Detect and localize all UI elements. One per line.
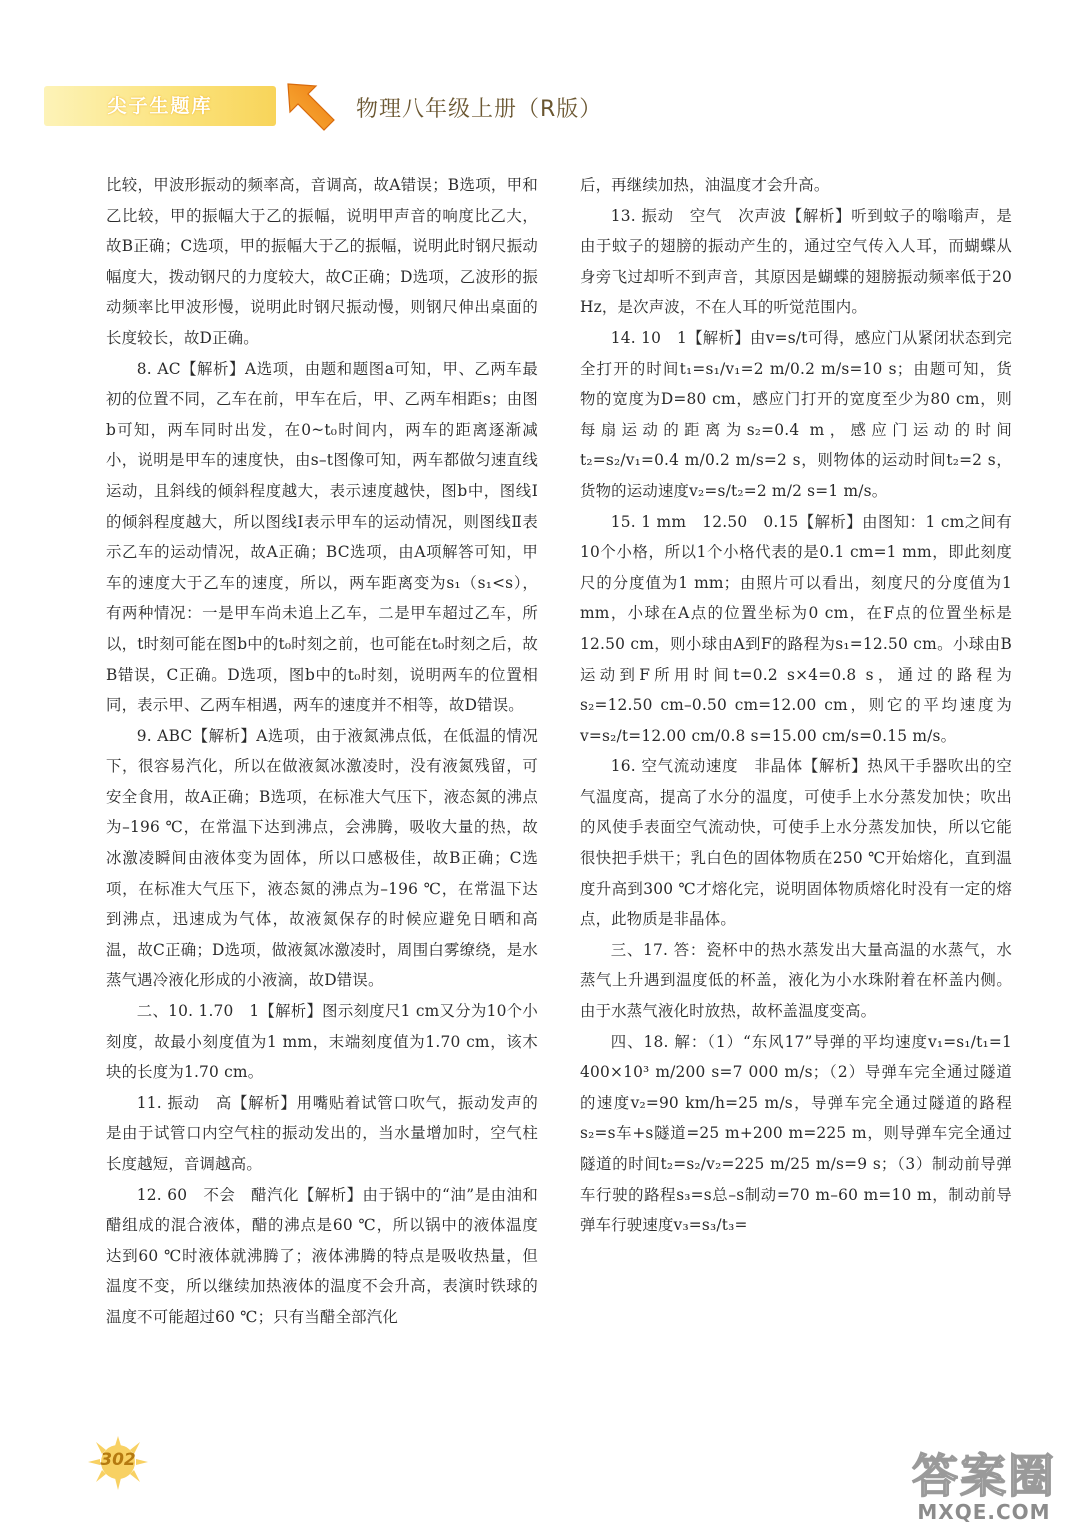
answer-paragraph: 9. ABC【解析】A选项，由于液氮沸点低，在低温的情况下，很容易汽化，所以在做液氮冰激凌时，没有液氮残留，可安全食用，故A正确；B选项，在标准大气压下，液态氮的沸点为–196 ℃，在常温下达到沸点，会沸腾，吸收大量的热，故冰激凌瞬间由液体变为固体，所以口感极佳，故B正确；C选项，在标准大气压下，液态氮的沸点为–196 ℃，在常温下达到沸点，迅速成为气体，故液氮保存的时候应避免日晒和高温，故C正确；D选项，做液氮冰激凌时，周围白雾缭绕，是水蒸气遇冷液化形成的小液滴，故D错误。 xyxy=(106,726,538,990)
book-title: 物理八年级上册（R版） xyxy=(356,97,603,122)
answer-paragraph: 四、18. 解：（1）“东风17”导弹的平均速度v₁=s₁/t₁=1 400×10³ m/200 s=7 000 m/s；（2）导弹车完全通过隧道的速度v₂=90 km/h=25 m/s，导弹车完全通过隧道的路程s₂=s车+s隧道=25 m+200 m=225 m，则导弹车完全通过隧道的时间t₂=s₂/v₂=225 m/25 m/s=9 s；（3）制动前导弹车行驶的路程s₃=s总–s制动=70 m–60 m=10 m，制动前导弹车行驶速度v₃=s₃/t₃= xyxy=(580,1032,1012,1235)
arrow-icon xyxy=(282,78,340,136)
watermark-logo: 答案圈 xyxy=(912,1449,1056,1503)
right-column xyxy=(580,170,1012,1241)
answer-paragraph: 后，再继续加热，油温度才会升高。 xyxy=(580,176,830,194)
answer-paragraph: 16. 空气流动速度 非晶体【解析】热风干手器吹出的空气温度高，提高了水分的温度，可使手上水分蒸发加快；吹出的风使手表面空气流动快，可使手上水分蒸发加快，所以它能很快把手烘干；乳白色的固体物质在250 ℃开始熔化，直到温度升高到300 ℃才熔化完，说明固体物质熔化时没有一定的熔点，此物质是非晶体。 xyxy=(580,757,1012,929)
answer-paragraph: 14. 10 1【解析】由v=s/t可得，感应门从紧闭状态到完全打开的时间t₁=s₁/v₁=2 m/0.2 m/s=10 s；由题可知，货物的宽度为D=80 cm，感应门打开的宽度至少为80 cm，则每扇运动的距离为s₂=0.4 m，感应门运动的时间t₂=s₂/v₁=0.4 m/0.2 m/s=2 s，则物体的运动时间t₂=2 s，货物的运动速度v₂=s/t₂=2 m/2 s=1 m/s。 xyxy=(580,328,1012,500)
page-number: 302 xyxy=(100,1450,136,1470)
answer-paragraph: 13. 振动 空气 次声波【解析】听到蚊子的嗡嗡声，是由于蚊子的翅膀的振动产生的，通过空气传入人耳，而蝴蝶从身旁飞过却听不到声音，其原因是蝴蝶的翅膀振动频率低于20 Hz，是次声波，不在人耳的听觉范围内。 xyxy=(580,206,1012,317)
watermark xyxy=(896,1440,1072,1532)
page-header xyxy=(0,0,1080,150)
watermark-site: MXQE.COM xyxy=(917,1500,1051,1524)
brand-name: 尖子生题库 xyxy=(107,95,213,117)
answer-paragraph: 11. 振动 高【解析】用嘴贴着试管口吹气，振动发声的是由于试管口内空气柱的振动发出的，当水量增加时，空气柱长度越短，音调越高。 xyxy=(106,1093,538,1173)
page-number-badge xyxy=(82,1434,154,1494)
answer-paragraph: 12. 60 不会 醋汽化【解析】由于锅中的“油”是由油和醋组成的混合液体，醋的沸点是60 ℃，所以锅中的液体温度达到60 ℃时液体就沸腾了；液体沸腾的特点是吸收热量，但温度不变，所以继续加热液体的温度不会升高，表演时铁球的温度不可能超过60 ℃；只有当醋全部汽化 xyxy=(106,1185,538,1326)
answer-paragraph: 二、10. 1.70 1【解析】图示刻度尺1 cm又分为10个小刻度，故最小刻度值为1 mm，末端刻度值为1.70 cm，该木块的长度为1.70 cm。 xyxy=(106,1002,538,1082)
answer-paragraph: 15. 1 mm 12.50 0.15【解析】由图知：1 cm之间有10个小格，所以1个小格代表的是0.1 cm=1 mm，即此刻度尺的分度值为1 mm；由照片可以看出，刻度尺的分度值为1 mm，小球在A点的位置坐标为0 cm，在F点的位置坐标是12.50 cm，则小球由A到F的路程为s₁=12.50 cm。小球由B运动到F所用时间t=0.2 s×4=0.8 s，通过的路程为s₂=12.50 cm–0.50 cm=12.00 cm，则它的平均速度为v=s₂/t=12.00 cm/0.8 s=15.00 cm/s=0.15 m/s。 xyxy=(580,512,1012,745)
answer-paragraph: 8. AC【解析】A选项，由题和题图a可知，甲、乙两车最初的位置不同，乙车在前，甲车在后，甲、乙两车相距s；由图b可知，两车同时出发，在0~t₀时间内，两车的距离逐渐减小，说明是甲车的速度快，由s–t图像可知，两车都做匀速直线运动，且斜线的倾斜程度越大，表示速度越快，图b中，图线Ⅰ的倾斜程度越大，所以图线Ⅰ表示甲车的运动情况，则图线Ⅱ表示乙车的运动情况，故A正确；BC选项，由A项解答可知，甲车的速度大于乙车的速度，所以，两车距离变为s₁（s₁<s），有两种情况：一是甲车尚未追上乙车，二是甲车超过乙车，所以，t时刻可能在图b中的t₀时刻之前，也可能在t₀时刻之后，故B错误，C正确。D选项，图b中的t₀时刻，说明两车的位置相同，表示甲、乙两车相遇，两车的速度并不相等，故D错误。 xyxy=(106,359,538,715)
answer-paragraph: 比较，甲波形振动的频率高，音调高，故A错误；B选项，甲和乙比较，甲的振幅大于乙的振幅，说明甲声音的响度比乙大，故B正确；C选项，甲的振幅大于乙的振幅，说明此时钢尺振动幅度大，拨动钢尺的力度较大，故C正确；D选项，乙波形的振动频率比甲波形慢，说明此时钢尺振动慢，则钢尺伸出桌面的长度较长，故D正确。 xyxy=(106,176,538,347)
answer-paragraph: 三、17. 答：瓷杯中的热水蒸发出大量高温的水蒸气，水蒸气上升遇到温度低的杯盖，液化为小水珠附着在杯盖内侧。由于水蒸气液化时放热，故杯盖温度变高。 xyxy=(580,940,1012,1021)
left-column xyxy=(106,170,538,1333)
